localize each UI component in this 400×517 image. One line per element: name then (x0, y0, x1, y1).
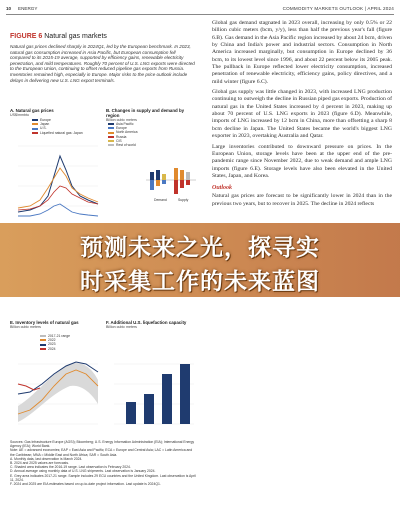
panel-b-chart (146, 120, 196, 220)
legend-swatch (32, 123, 38, 125)
note-line: F. 2024 and 2025 are EIA estimates based on up-to-date project information. Last update is 2024Q1. (10, 482, 161, 487)
note-line: B. 2024 and 2025 values are forecasts. (10, 461, 69, 466)
panel-e-units: Billion cubic meters (10, 325, 41, 329)
promo-banner-overlay (0, 223, 400, 297)
note-line: Sources: Gas Infrastructure Europe (AGSI); Bloomberg; U.S. Energy Information Administration (EIA); International Energy Agency (IEA); World Bank. (10, 440, 195, 449)
panel-b-xlabel-supply: Supply (178, 198, 189, 202)
panel-a-units: US$/mmbtu (10, 113, 29, 117)
legend-swatch (108, 127, 114, 129)
body-paragraph: Natural gas prices are forecast to be significantly lower in 2024 than in the previous two years, but to recover in 2025. The decline in 2024 reflects (212, 193, 392, 207)
legend-swatch (108, 136, 114, 138)
banner-line-2: 时采集工作的未来蓝图 (80, 269, 320, 295)
panel-f-units: Billion cubic meters (106, 325, 137, 329)
legend-swatch (108, 132, 114, 134)
note-line: D. Annual average using monthly data of U.S. LNG shipments. Last observation is January 2024. (10, 469, 156, 474)
panel-b-legend (108, 122, 148, 147)
panel-f-title: F. Additional U.S. liquefaction capacity (106, 320, 187, 325)
legend-swatch (32, 119, 38, 121)
legend-swatch (108, 144, 114, 146)
note-line: Note: AE = advanced economies; EAP = East Asia and Pacific; ECA = Europe and Central Asia; LAC = Latin America and the Caribbean; MNA = Middle East and North Africa; SAR = South Asia. (10, 448, 193, 457)
legend-swatch (108, 140, 114, 142)
figure-label: FIGURE 6 (10, 33, 43, 40)
body-paragraph: Global gas supply was little changed in 2023, with increased LNG production continuing to outweigh the decline in Russian piped gas exports. Production of natural gas in the United States increased by 4 percent in 2023, making up about 70 percent of U.S. LNG exports in 2023 (figure 6.D). Meanwhile, imports of LNG increased by 12 bcm in China, more than offsetting a sharp 8 bcm decline in Japan. The United States became the world's biggest LNG exporter in 2023, overtaking Australia and Qatar. (212, 89, 392, 140)
panel-e-chart (10, 334, 100, 434)
legend-label: Europe (40, 118, 51, 122)
legend-label: 2023 (48, 342, 56, 347)
note-line: E. Grey area indicates 2017-21 range. Sample includes 29 ECU countries and the United Kingdom. Last observation is April 11, 2024. (10, 473, 196, 482)
legend-label: Europe (116, 126, 127, 131)
panel-b (106, 108, 196, 226)
legend-label: Japan (40, 122, 50, 127)
panel-e (10, 320, 100, 435)
panel-b-units: Billion cubic meters (106, 118, 137, 122)
legend-label: 2017-21 range (48, 334, 71, 338)
section-name: ENERGY (18, 6, 38, 11)
legend-label: Asia Pacific (116, 122, 134, 126)
panel-a-title: A. Natural gas prices (10, 108, 54, 113)
legend-label: 2024 (48, 346, 56, 351)
legend-label: Russia (116, 134, 127, 139)
legend-label: North America (116, 130, 138, 135)
panel-f-chart (106, 334, 196, 434)
panel-f (106, 320, 196, 435)
figure-title (10, 32, 196, 41)
banner-line-1: 预测未来之光，探寻实 (80, 235, 320, 261)
panel-a-chart (10, 126, 100, 226)
legend-swatch (108, 123, 114, 125)
panel-e-title: E. Inventory levels of natural gas (10, 320, 79, 325)
figure-notes (10, 440, 196, 486)
publication-title: COMMODITY MARKETS OUTLOOK | APRIL 2024 (282, 6, 394, 11)
legend-label: CIS (116, 138, 122, 143)
figure-caption: Natural gas prices declined sharply in 2024Q1, led by the European benchmark. In 2023, natural gas consumption increased in Asia Pacific, but European consumption fell compared to its 2015-19 average, supported by efficiency gains, renewable electricity penetration, and mild temperatures. Roughly 70 percent of U.S. LNG exports were directed to the European Union, continuing to offset reduced pipeline gas exports from Russia. Inventories remained high, especially in Europe. Major risks to the price outlook include delays in delivering new U.S. LNG export terminals. (10, 44, 195, 83)
page-header (6, 4, 394, 14)
figure-name: Natural gas markets (44, 33, 107, 40)
note-line: A. Monthly data, last observation is March 2024. (10, 456, 83, 461)
note-line: C. Shaded area indicates the 2016-19 range. Last observation is February 2024. (10, 465, 131, 470)
panel-a (10, 108, 100, 226)
legend-label: Rest of world (116, 143, 136, 148)
legend-label: Liquefied natural gas: Japan (40, 130, 83, 135)
panel-b-title: B. Changes in supply and demand by region (106, 108, 185, 118)
legend-item (108, 143, 148, 147)
panel-b-xlabel-demand: Demand (154, 198, 167, 202)
outlook-heading: Outlook (212, 185, 233, 192)
page-number: 10 (6, 6, 12, 11)
body-paragraph: Large inventories contributed to downward pressure on prices. In the European Union, storage levels have been at the upper end of the pre-pandemic range since November 2022, due to weak demand and ample LNG imports (figure 6.E). Storage levels have also been elevated in the United States, Japan, and Korea. (212, 143, 392, 179)
legend-label: 2022 (48, 338, 56, 343)
body-paragraph: Global gas demand stagnated in 2023 overall, increasing by only 0.5% or 22 billion cubic meters (bcm, y/y), less than half the previous year's fall (figure 6.B). Gas demand in the Asia Pacific region increased by about 24 bcm, driven by China and India's power and industrial sectors. Consumption in North America increased marginally, but consumption in Europe declined by 36 bcm, to its lowest level since 1996, and about 22 percent below its 2005 peak. The pullback in Europe reflected lower electricity consumption, increased penetration of renewable electricity, efficiency gains, policy directives, and a mild winter (figure 6.C). (212, 20, 392, 85)
header-rule (6, 14, 394, 15)
legend-label: U.S. (40, 126, 47, 131)
